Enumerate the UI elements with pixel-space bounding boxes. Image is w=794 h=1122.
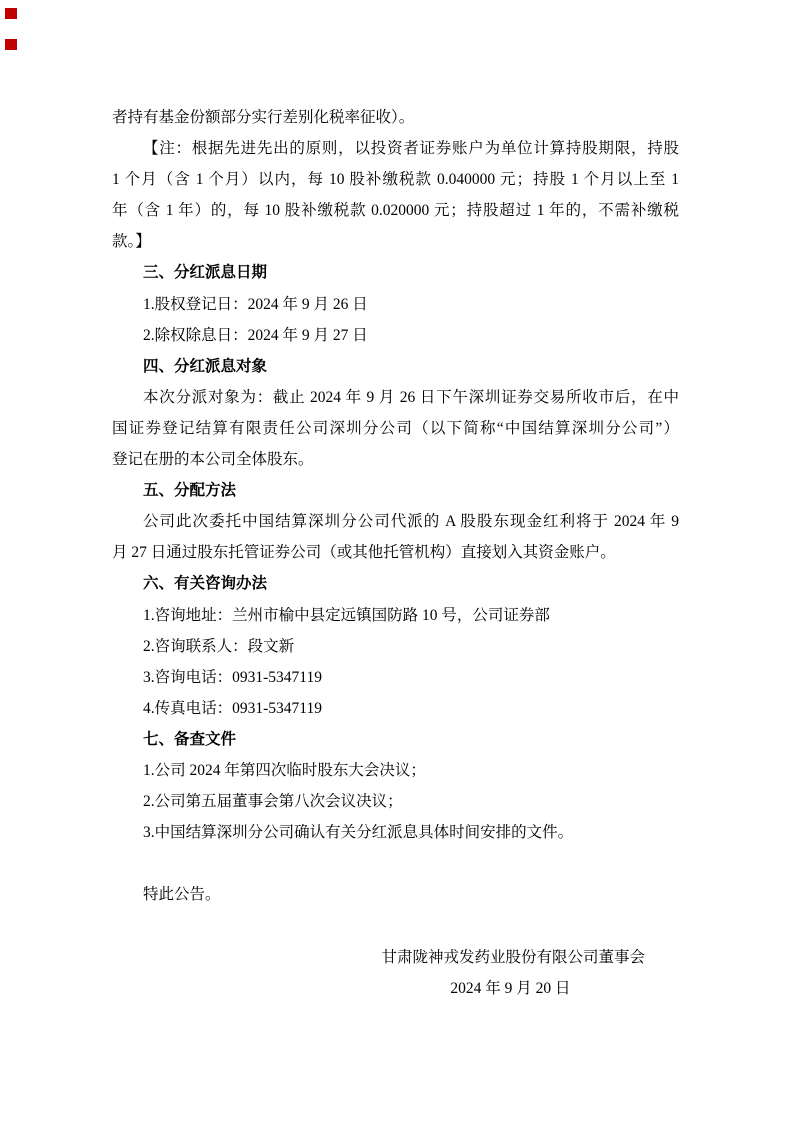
doc-line: 年（含 1 年）的，每 10 股补缴税款 0.020000 元；持股超过 1 年的，不需补缴税 [112,202,679,220]
document-body [112,102,679,1004]
doc-line: 款。】 [112,233,151,251]
doc-line: 1 个月（含 1 个月）以内，每 10 股补缴税款 0.040000 元；持股 1 个月以上至 1 [112,171,679,189]
section-heading: 四、分红派息对象 [143,357,268,375]
section-heading: 七、备查文件 [143,730,237,748]
doc-line: 特此公告。 [143,886,221,904]
signature-company: 甘肃陇神戎发药业股份有限公司董事会 [381,948,645,966]
section-heading: 三、分红派息日期 [143,264,268,282]
doc-line: 【注：根据先进先出的原则，以投资者证券账户为单位计算持股期限，持股 [143,140,679,158]
red-marker-icon [5,39,17,50]
doc-line: 者持有基金份额部分实行差别化税率征收）。 [112,109,415,126]
doc-line: 4.传真电话：0931-5347119 [143,699,322,717]
blank-line [112,910,679,941]
doc-line: 2.除权除息日：2024 年 9 月 27 日 [143,326,368,344]
doc-line: 国证券登记结算有限责任公司深圳分公司（以下简称“中国结算深圳分公司”） [112,419,679,437]
doc-line: 1.公司 2024 年第四次临时股东大会决议； [143,761,426,779]
doc-line: 登记在册的本公司全体股东。 [112,451,314,469]
blank-line [112,848,679,879]
doc-line: 3.中国结算深圳分公司确认有关分红派息具体时间安排的文件。 [143,824,574,842]
doc-line: 2.咨询联系人：段文新 [143,637,295,655]
doc-line: 月 27 日通过股东托管证券公司（或其他托管机构）直接划入其资金账户。 [112,544,616,562]
section-heading: 六、有关咨询办法 [143,575,268,593]
doc-line: 公司此次委托中国结算深圳分公司代派的 A 股股东现金红利将于 2024 年 9 [143,513,679,531]
doc-line: 本次分派对象为：截止 2024 年 9 月 26 日下午深圳证券交易所收市后，在中 [143,388,679,406]
red-marker-icon [5,8,17,19]
section-heading: 五、分配方法 [143,482,237,500]
doc-line: 1.股权登记日：2024 年 9 月 26 日 [143,295,368,313]
doc-line: 3.咨询电话：0931-5347119 [143,668,322,686]
signature-date: 2024 年 9 月 20 日 [450,979,571,997]
doc-line: 2.公司第五届董事会第八次会议决议； [143,793,403,811]
doc-line: 1.咨询地址：兰州市榆中县定远镇国防路 10 号，公司证券部 [143,606,550,624]
